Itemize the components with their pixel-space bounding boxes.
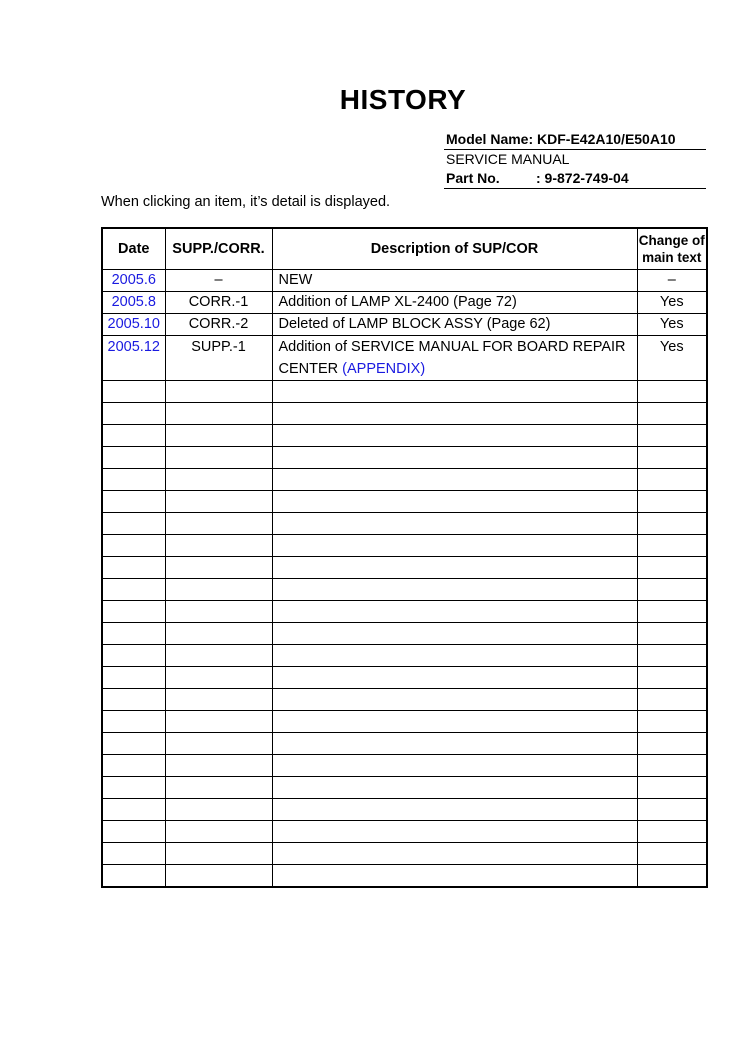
- empty-cell: [102, 799, 165, 821]
- empty-cell: [637, 469, 707, 491]
- change-cell: Yes: [637, 292, 707, 314]
- date-link[interactable]: 2005.10: [102, 314, 165, 336]
- empty-cell: [102, 821, 165, 843]
- empty-cell: [165, 667, 272, 689]
- empty-cell: [637, 689, 707, 711]
- empty-cell: [637, 601, 707, 623]
- empty-cell: [102, 491, 165, 513]
- empty-cell: [102, 865, 165, 888]
- empty-cell: [637, 557, 707, 579]
- supp-cell: SUPP.-1: [165, 336, 272, 381]
- empty-cell: [272, 843, 637, 865]
- empty-cell: [165, 755, 272, 777]
- empty-cell: [637, 711, 707, 733]
- table-row[interactable]: [102, 314, 707, 336]
- empty-cell: [637, 381, 707, 403]
- model-name-row: [444, 130, 706, 150]
- table-row[interactable]: [102, 336, 707, 381]
- empty-cell: [165, 381, 272, 403]
- empty-row: [102, 799, 707, 821]
- empty-cell: [102, 733, 165, 755]
- empty-cell: [272, 557, 637, 579]
- empty-cell: [102, 777, 165, 799]
- desc-line2: CENTER: [278, 361, 343, 377]
- empty-cell: [637, 865, 707, 888]
- empty-cell: [637, 799, 707, 821]
- empty-row: [102, 469, 707, 491]
- empty-row: [102, 425, 707, 447]
- empty-cell: [637, 843, 707, 865]
- empty-cell: [102, 645, 165, 667]
- empty-cell: [102, 601, 165, 623]
- empty-row: [102, 711, 707, 733]
- empty-cell: [272, 667, 637, 689]
- empty-cell: [637, 667, 707, 689]
- empty-cell: [102, 579, 165, 601]
- empty-cell: [102, 711, 165, 733]
- empty-cell: [102, 381, 165, 403]
- empty-cell: [165, 403, 272, 425]
- empty-cell: [637, 755, 707, 777]
- empty-cell: [637, 579, 707, 601]
- change-cell: Yes: [637, 336, 707, 381]
- empty-cell: [272, 469, 637, 491]
- empty-row: [102, 755, 707, 777]
- empty-cell: [165, 491, 272, 513]
- page-title: HISTORY: [339, 84, 467, 115]
- empty-cell: [102, 425, 165, 447]
- empty-cell: [272, 425, 637, 447]
- header-change: [637, 228, 707, 270]
- service-manual-label: SERVICE MANUAL: [446, 151, 570, 167]
- appendix-link[interactable]: (APPENDIX): [342, 361, 426, 377]
- empty-cell: [165, 469, 272, 491]
- empty-cell: [637, 403, 707, 425]
- supp-cell: CORR.-1: [165, 292, 272, 314]
- empty-cell: [102, 403, 165, 425]
- empty-row: [102, 601, 707, 623]
- empty-row: [102, 447, 707, 469]
- empty-cell: [272, 381, 637, 403]
- part-no-value: : 9-872-749-04: [536, 170, 629, 186]
- empty-cell: [272, 733, 637, 755]
- empty-cell: [272, 403, 637, 425]
- table-header-row: [102, 228, 707, 270]
- desc-line1: Addition of SERVICE MANUAL FOR BOARD REPAIR: [278, 339, 626, 355]
- empty-cell: [102, 623, 165, 645]
- empty-cell: [165, 821, 272, 843]
- empty-row: [102, 491, 707, 513]
- empty-cell: [637, 513, 707, 535]
- empty-cell: [637, 447, 707, 469]
- empty-cell: [165, 579, 272, 601]
- empty-cell: [637, 491, 707, 513]
- empty-cell: [165, 865, 272, 888]
- empty-cell: [272, 535, 637, 557]
- empty-cell: [272, 623, 637, 645]
- empty-cell: [272, 601, 637, 623]
- model-name-value: : KDF-E42A10/E50A10: [528, 131, 676, 147]
- empty-cell: [102, 689, 165, 711]
- header-supp-corr: SUPP./CORR.: [165, 228, 272, 270]
- header-change-line2: main text: [642, 250, 702, 265]
- empty-cell: [165, 799, 272, 821]
- part-no-row: [444, 169, 706, 189]
- empty-row: [102, 689, 707, 711]
- empty-cell: [272, 777, 637, 799]
- empty-cell: [102, 755, 165, 777]
- empty-row: [102, 579, 707, 601]
- empty-row: [102, 733, 707, 755]
- empty-row: [102, 843, 707, 865]
- empty-cell: [165, 689, 272, 711]
- header-date: Date: [102, 228, 165, 270]
- empty-cell: [102, 557, 165, 579]
- empty-cell: [272, 491, 637, 513]
- empty-cell: [272, 579, 637, 601]
- empty-cell: [165, 843, 272, 865]
- empty-cell: [102, 667, 165, 689]
- supp-cell: CORR.-2: [165, 314, 272, 336]
- empty-cell: [165, 535, 272, 557]
- empty-cell: [637, 733, 707, 755]
- empty-cell: [272, 799, 637, 821]
- desc-cell: Addition of LAMP XL-2400 (Page 72): [272, 292, 637, 314]
- date-link[interactable]: 2005.6: [102, 270, 165, 292]
- empty-cell: [165, 447, 272, 469]
- supp-cell: –: [165, 270, 272, 292]
- date-link[interactable]: 2005.12: [102, 336, 165, 381]
- empty-cell: [165, 513, 272, 535]
- empty-cell: [637, 425, 707, 447]
- desc-cell: Deleted of LAMP BLOCK ASSY (Page 62): [272, 314, 637, 336]
- empty-cell: [102, 513, 165, 535]
- table-row[interactable]: [102, 292, 707, 314]
- empty-cell: [272, 821, 637, 843]
- empty-cell: [165, 557, 272, 579]
- intro-text: When clicking an item, it’s detail is displayed.: [101, 194, 391, 210]
- empty-cell: [165, 645, 272, 667]
- empty-cell: [165, 623, 272, 645]
- empty-cell: [637, 535, 707, 557]
- header-description: Description of SUP/COR: [272, 228, 637, 270]
- empty-cell: [165, 601, 272, 623]
- desc-cell: NEW: [272, 270, 637, 292]
- empty-cell: [102, 447, 165, 469]
- service-manual-row: [444, 150, 706, 169]
- empty-cell: [637, 645, 707, 667]
- date-link[interactable]: 2005.8: [102, 292, 165, 314]
- model-name-label: Model Name: [446, 131, 529, 147]
- empty-cell: [637, 821, 707, 843]
- empty-cell: [272, 645, 637, 667]
- empty-row: [102, 645, 707, 667]
- empty-cell: [165, 425, 272, 447]
- empty-cell: [165, 733, 272, 755]
- table-row[interactable]: [102, 270, 707, 292]
- empty-cell: [272, 513, 637, 535]
- empty-cell: [272, 865, 637, 888]
- empty-cell: [272, 689, 637, 711]
- history-table: [101, 227, 708, 888]
- empty-cell: [637, 777, 707, 799]
- empty-row: [102, 777, 707, 799]
- empty-cell: [272, 447, 637, 469]
- change-cell: Yes: [637, 314, 707, 336]
- empty-row: [102, 623, 707, 645]
- empty-row: [102, 557, 707, 579]
- empty-cell: [272, 711, 637, 733]
- header-change-line1: Change of: [638, 233, 705, 248]
- part-no-label: Part No.: [446, 170, 500, 186]
- empty-row: [102, 403, 707, 425]
- empty-row: [102, 535, 707, 557]
- empty-cell: [272, 755, 637, 777]
- empty-cell: [165, 777, 272, 799]
- empty-cell: [102, 535, 165, 557]
- empty-cell: [165, 711, 272, 733]
- empty-cell: [102, 843, 165, 865]
- empty-cell: [102, 469, 165, 491]
- empty-row: [102, 865, 707, 888]
- empty-row: [102, 821, 707, 843]
- empty-row: [102, 667, 707, 689]
- empty-cell: [637, 623, 707, 645]
- change-cell: –: [637, 270, 707, 292]
- empty-row: [102, 381, 707, 403]
- document-info: [444, 130, 706, 189]
- desc-cell: [272, 336, 637, 381]
- empty-row: [102, 513, 707, 535]
